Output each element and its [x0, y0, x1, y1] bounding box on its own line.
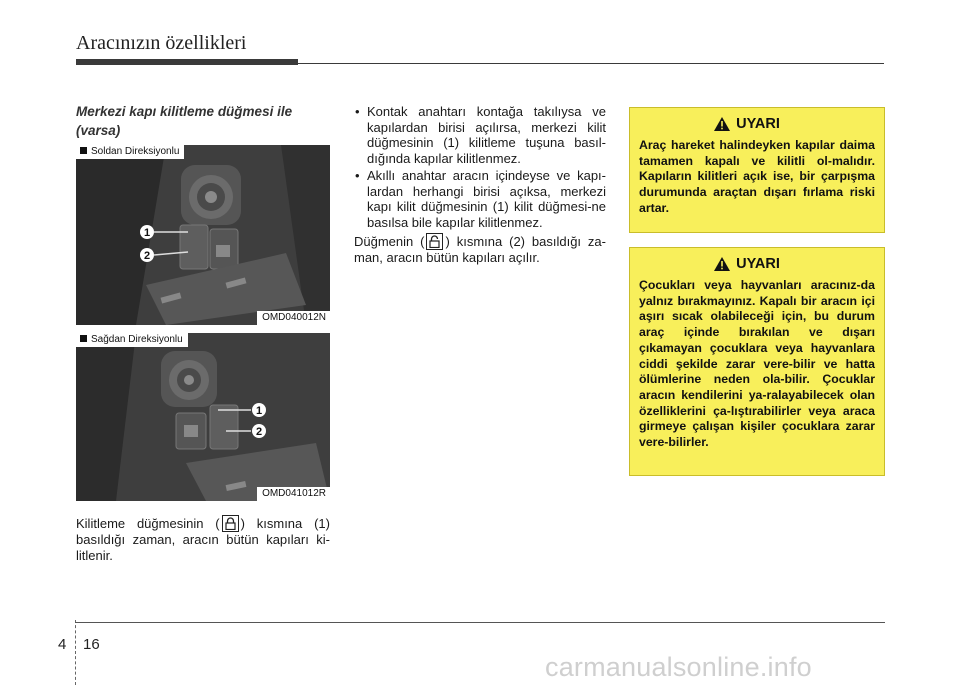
section-title: Aracınızın özellikleri [76, 32, 247, 54]
figure-code: OMD041012R [257, 487, 330, 501]
list-item: • Kontak anahtarı kontağa takılıysa ve kapılardan birisi açılırsa, merkezi kilit düğmesinin (1) kilitleme tuşuna basıl-dığında kapılar kilitlenmez. [354, 104, 606, 166]
unlock-instruction-paragraph: Düğmenin ( ) kısmına (2) basıldığı za-man, aracın bütün kapıları açılır. [354, 234, 606, 265]
callout-1: 1 [255, 405, 263, 417]
subheading: Merkezi kapı kilitleme düğmesi ile (varsa) [76, 104, 293, 138]
lock-icon [222, 515, 239, 532]
lock-instruction-paragraph: Kilitleme düğmesinin ( ) kısmına (1) basıldığı zaman, aracın bütün kapıları ki-litlenir. [76, 516, 330, 563]
list-item: • Akıllı anahtar aracın içindeyse ve kapı-lardan herhangi birisi açıksa, merkezi kapı kilit düğmesinin (1) kilit düğmesi-ne basılsa bile kapılar kilitlenmez. [354, 168, 606, 230]
warning-text: Araç hareket halindeyken kapılar daima tamamen kapalı ve kilitli ol-malıdır. Kapıların kilitleri açık ise, bir çarpışma durumunda araçtan dışarı fırlama riski artar. [639, 138, 875, 215]
unlock-icon [426, 233, 443, 250]
warning-triangle-icon [714, 117, 730, 131]
door-switch-photo-lhd [76, 145, 330, 325]
warning-box [629, 247, 885, 476]
figure-label: Soldan Direksiyonlu [76, 145, 184, 159]
callout-1: 1 [143, 227, 151, 239]
chapter-number: 4 [58, 636, 67, 653]
watermark: carmanualsonline.info [545, 652, 812, 682]
footer-divider [75, 620, 76, 685]
header-bar [76, 59, 298, 65]
callout-2: 2 [255, 426, 263, 438]
header-rule [298, 63, 884, 64]
callout-2: 2 [143, 250, 151, 262]
warning-box [629, 107, 885, 233]
warning-triangle-icon [714, 257, 730, 271]
bullet-list [354, 104, 606, 232]
door-switch-photo-rhd [76, 333, 330, 501]
warning-title: UYARI [736, 256, 780, 272]
page-number: 16 [83, 636, 100, 653]
figure-code: OMD040012N [257, 311, 330, 325]
figure-label: Sağdan Direksiyonlu [76, 333, 188, 347]
warning-title: UYARI [736, 116, 780, 132]
footer-rule [75, 622, 885, 623]
warning-text: Çocukları veya hayvanları aracınız-da yalnız bırakmayınız. Kapalı bir aracın içi aşırı sıcak olabileceği için, bu durum araç içinde bırakılan ve dışarı çıkamayan çocuklara veya hayvanlara ciddi şekilde zarar vere-bilir ve hatta ölümlerine neden ola-bilir. Çocuklar aracın kendilerini ya-ralayabilecek olan özelliklerini ça-lıştırabilirler veya araca girmeye çalışan kişiler çocuklara zarar vere-bilirler. [639, 278, 875, 450]
